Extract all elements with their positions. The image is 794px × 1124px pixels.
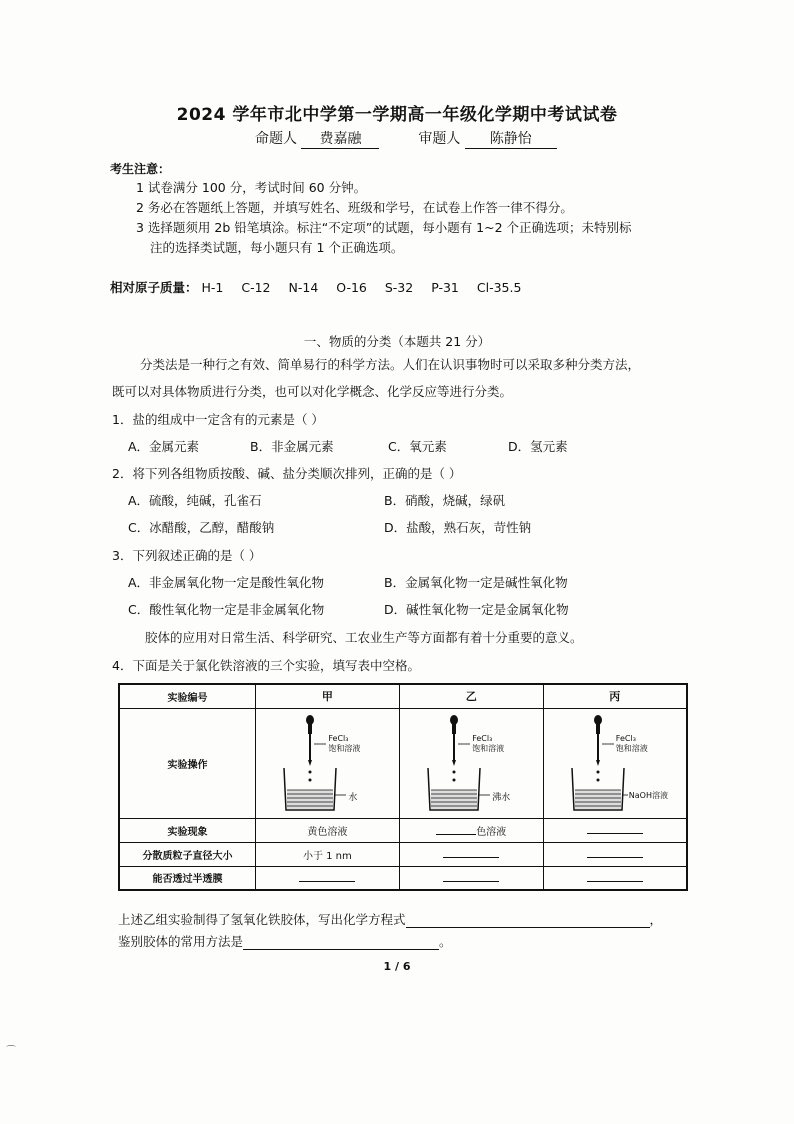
period: 。 [439, 934, 452, 949]
mass-c: C-12 [241, 280, 271, 295]
apparatus-jia [255, 708, 399, 818]
mass-s: S-32 [384, 280, 414, 295]
table-header-label: 实验编号 [119, 684, 255, 708]
answer-blank[interactable] [299, 871, 355, 882]
notice-heading: 考生注意： [110, 162, 171, 176]
q3-option-c: C．酸性氧化物一定是非金属氧化物 [128, 602, 325, 617]
intro-line-1: 分类法是一种行之有效、简单易行的科学方法。人们在认识事物时可以采取多种分类方法， [140, 357, 641, 372]
answer-blank[interactable] [443, 847, 499, 858]
question-3-stem: 3．下列叙述正确的是（ ） [112, 548, 262, 563]
experiment-table [118, 683, 688, 891]
q1-option-c: C．氧元素 [388, 439, 447, 454]
equation-prompt: 上述乙组实验制得了氢氧化铁胶体，写出化学方程式 [118, 912, 406, 927]
phenomenon-row-label: 实验现象 [119, 818, 255, 842]
equation-answer-line[interactable] [406, 913, 650, 928]
answer-blank[interactable] [436, 824, 476, 835]
size-row-label: 分散质粒子直径大小 [119, 842, 255, 866]
intro-line-2: 既可以对具体物质进行分类，也可以对化学概念、化学反应等进行分类。 [112, 384, 513, 399]
answer-blank[interactable] [587, 871, 643, 882]
phenomenon-yi-suffix: 色溶液 [476, 826, 507, 838]
q2-option-c: C．冰醋酸，乙醇，醋酸钠 [128, 520, 275, 535]
liquid-label-jia: 水 [348, 793, 358, 803]
liquid-label-bing: NaOH溶液 [628, 791, 668, 800]
atomic-mass-line [110, 278, 535, 296]
reagent-label-jia: FeCl₃ 饱和溶液 [328, 734, 361, 753]
answer-blank[interactable] [443, 871, 499, 882]
size-bing [543, 842, 687, 866]
question-1-stem: 1．盐的组成中一定含有的元素是（ ） [112, 412, 324, 427]
notice-item-1: 1 试卷满分 100 分，考试时间 60 分钟。 [136, 180, 367, 195]
mass-p: P-31 [431, 280, 459, 295]
membrane-jia [255, 866, 399, 890]
followup-line-2 [118, 932, 452, 950]
exam-title: 2024 学年市北中学第一学期高一年级化学期中考试试卷 [176, 105, 618, 125]
size-yi [399, 842, 543, 866]
phenomenon-jia: 黄色溶液 [255, 818, 399, 842]
colloid-intro: 胶体的应用对日常生活、科学研究、工农业生产等方面都有着十分重要的意义。 [145, 630, 583, 645]
author-line [255, 128, 557, 149]
scan-mark: ⌒ [6, 1046, 16, 1057]
notice-item-3: 3 选择题须用 2b 铅笔填涂。标注“不定项”的试题，每小题有 1~2 个正确选项；未特别标 [136, 220, 632, 235]
column-bing: 丙 [543, 684, 687, 708]
q1-option-b: B．非金属元素 [250, 439, 334, 454]
q3-option-a: A．非金属氧化物一定是酸性氧化物 [128, 575, 325, 590]
reagent-label-bing: FeCl₃ 饱和溶液 [615, 734, 648, 753]
answer-blank[interactable] [587, 823, 643, 834]
answer-blank[interactable] [587, 847, 643, 858]
membrane-bing [543, 866, 687, 890]
reviewer-name: 陈静怡 [465, 128, 557, 149]
operation-row-label: 实验操作 [119, 708, 255, 818]
membrane-row-label: 能否透过半透膜 [119, 866, 255, 890]
question-2-stem: 2．将下列各组物质按酸、碱、盐分类顺次排列，正确的是（ ） [112, 466, 462, 481]
liquid-label-yi: 沸水 [492, 793, 511, 803]
mass-h: H-1 [201, 280, 224, 295]
apparatus-bing [543, 708, 687, 818]
q2-option-d: D．盐酸，熟石灰，苛性钠 [384, 520, 532, 535]
author-label: 命题人 [255, 131, 297, 147]
membrane-yi [399, 866, 543, 890]
mass-cl: Cl-35.5 [476, 280, 522, 295]
page-number: 1 / 6 [383, 960, 411, 973]
reagent-label-yi: FeCl₃ 饱和溶液 [472, 734, 505, 753]
q3-option-d: D．碱性氧化物一定是金属氧化物 [384, 602, 569, 617]
section-heading: 一、物质的分类（本题共 21 分） [303, 334, 491, 349]
q1-option-a: A．金属元素 [128, 439, 200, 454]
apparatus-yi [399, 708, 543, 818]
reviewer-label: 审题人 [418, 131, 461, 147]
phenomenon-bing [543, 818, 687, 842]
beaker-dropper-icon [262, 710, 392, 816]
q1-option-d: D．氢元素 [508, 439, 568, 454]
notice-item-3-cont: 注的选择类试题，每小题只有 1 个正确选项。 [150, 240, 404, 255]
q2-option-b: B．硝酸，烧碱，绿矾 [384, 493, 506, 508]
identify-prompt: 鉴别胶体的常用方法是 [118, 934, 244, 949]
column-yi: 乙 [399, 684, 543, 708]
q3-option-b: B．金属氧化物一定是碱性氧化物 [384, 575, 568, 590]
q2-option-a: A．硫酸，纯碱，孔雀石 [128, 493, 262, 508]
author-name: 费嘉融 [301, 128, 379, 149]
phenomenon-yi [399, 818, 543, 842]
beaker-dropper-icon [406, 710, 536, 816]
notice-item-2: 2 务必在答题纸上答题，并填写姓名、班级和学号，在试卷上作答一律不得分。 [136, 200, 573, 215]
atomic-mass-label: 相对原子质量： [110, 280, 198, 295]
mass-o: O-16 [336, 280, 367, 295]
question-4-stem: 4．下面是关于氯化铁溶液的三个实验，填写表中空格。 [112, 658, 420, 673]
followup-line-1: 上述乙组实验制得了氢氧化铁胶体，写出化学方程式 ， [118, 912, 663, 927]
column-jia: 甲 [255, 684, 399, 708]
mass-n: N-14 [288, 280, 319, 295]
size-jia: 小于 1 nm [255, 842, 399, 866]
identify-answer-line[interactable] [243, 935, 439, 950]
